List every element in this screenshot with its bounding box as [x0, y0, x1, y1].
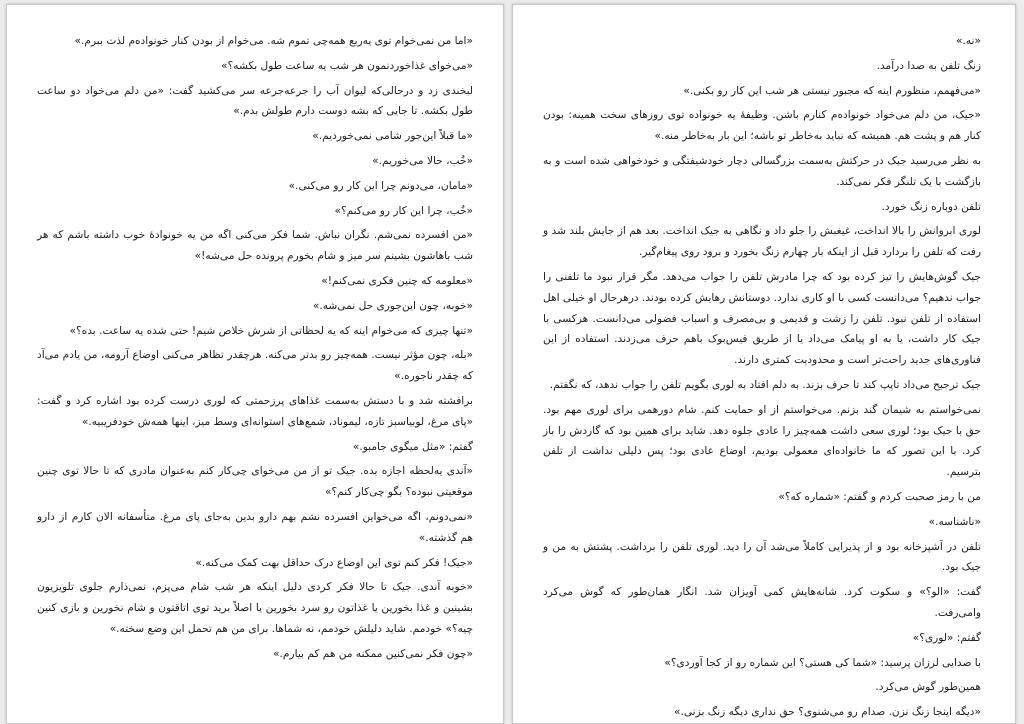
paragraph: تلفن در آشپزخانه بود و از پذیرایی کاملاً می‌شد آن را دید. لوری تلفن را برداشت. پشتش به من و جیک بود. — [543, 540, 981, 574]
paragraph: «نمی‌دونم، اگه می‌خواین افسرده نشم بهم دارو بدین به‌جای پای مرغ. متأسفانه الان کارم از دارو هم گذشته.» — [37, 510, 473, 544]
paragraph: گفت: «الو؟» و سکوت کرد. شانه‌هایش کمی آویزان شد. انگار همان‌طور که گوش می‌کرد وامی‌رفت. — [543, 586, 981, 619]
paragraph: «خوبه آندی. جیک تا حالا فکر کردی دلیل اینکه هر شب شام می‌پزم، نمی‌ذارم جلوی تلویزیون بشینین و غذا بخورین یا غذاتون رو سرد بخورین یا اصلاً برید توی اتاقتون و شام نخورین و بازی کنین چیه؟» خودمم. شاید دلیلش خودمم، نه شماها. برای من هم تحمل این وضع سخته.» — [37, 581, 473, 635]
paragraph: با صدایی لرزان پرسید: «شما کی هستی؟ این شماره رو از کجا آوردی؟» — [664, 656, 981, 669]
paragraph: گفتم: «مثل میگوی جامبو.» — [352, 440, 473, 453]
paragraph: «من افسرده نمی‌شم. نگران نباش. شما فکر می‌کنی اگه من یه خونوادهٔ خوب داشته باشم که هر شب باهاشون بشینم سر میز و شام بخورم پرونده حل می‌شه!» — [37, 229, 473, 263]
paragraph: همین‌طور گوش می‌کرد. — [875, 681, 981, 694]
paragraph: جیک ترجیح می‌داد تاپپ کند تا حرف بزند. به دلم افتاد به لوری بگویم تلفن را جواب ندهد، که نگفتم. — [549, 378, 981, 391]
paragraph: «چون فکر نمی‌کنین ممکنه من هم کم بیارم.» — [273, 647, 473, 660]
left-page — [6, 4, 504, 724]
paragraph: لبخندی زد و درحالی‌که لیوان آب را جرعه‌جرعه سر می‌کشید گفت: «من دلم می‌خواد دو ساعت طول بکشه. تا جایی که بشه دوست دارم طولش بدم.» — [37, 84, 473, 118]
paragraph: زنگ تلفن به صدا درآمد. — [876, 59, 981, 72]
paragraph: «خُب، چرا این کار رو می‌کنم؟» — [334, 204, 473, 217]
paragraph: «نه.» — [956, 35, 981, 47]
paragraph: «مامان، می‌دونم چرا این کار رو می‌کنی.» — [288, 179, 473, 192]
paragraph: «خوبه، چون این‌جوری حل نمی‌شه.» — [312, 299, 473, 312]
paragraph: گفتم: «لوری؟» — [912, 631, 981, 644]
paragraph: «ما قبلاً این‌جور شامی نمی‌خوردیم.» — [312, 130, 473, 143]
paragraph: «جیک! فکر کنم توی این اوضاع درک حداقل بهت کمک می‌کنه.» — [195, 556, 473, 569]
paragraph: «دیگه اینجا زنگ نزن. صدام رو می‌شنوی؟ حق نداری دیگه زنگ بزنی.» — [673, 706, 981, 719]
right-page — [512, 4, 1016, 724]
paragraph: «جیک، من دلم می‌خواد خونواده‌م کنارم باشن. وظیفهٔ یه خونواده توی روزهای سخت همینه: بودن کنار هم و پشت هم. همیشه که نباید به‌خاطر تو باشه؛ این بار به‌خاطر منه.» — [543, 109, 981, 143]
paragraph: «می‌فهمم، منظورم اینه که مجبور نیستی هر شب این کار رو بکنی.» — [683, 84, 981, 97]
paragraph: «ناشناسه.» — [928, 515, 981, 528]
paragraph: تلفن دوباره زنگ خورد. — [881, 200, 981, 213]
paragraph: «تنها چیزی که می‌خوام اینه که یه لحظاتی از شرش خلاص شیم! حتی شده یه ساعت. بده؟» — [69, 324, 473, 337]
paragraph: به نظر می‌رسید جیک در حرکتش به‌سمت بزرگسالی دچار خودشیفتگی و خودخواهی شده است و به بازگشت با یک تلنگر فکر نمی‌کند. — [543, 154, 981, 188]
paragraph: «می‌خوای غذاخوردنمون هر شب یه ساعت طول بکشه؟» — [221, 59, 473, 72]
paragraph: «اما من نمی‌خوام توی یه‌ربع همه‌چی تموم شه. می‌خوام از بودن کنار خونواده‌م لذت ببرم.» — [74, 35, 473, 47]
left-page-text — [37, 31, 473, 665]
paragraph: «بله، چون مؤثر نیست. همه‌چیز رو بدتر می‌کنه. هرچقدر تظاهر می‌کنی اوضاع آرومه، من یادم می‌آد که چقدر ناجوره.» — [37, 349, 473, 383]
paragraph: جیک گوش‌هایش را تیز کرده بود که چرا مادرش تلفن را جواب می‌دهد. مگر قرار نبود ما تلفنی را جواب ندهیم؟ می‌دانست کسی با او کاری ندارد. دوستانش رهایش کرده بودند. درهرحال او خیلی اهل استفاده از تلفن نبود. تلفن را زشت و قدیمی و بی‌مصرف و اسباب فضولی می‌دانست. هرکسی با جیک کار داشت، یا به او پیامک می‌داد یا از طریق فیس‌بوک باهم حرف می‌زدند. استفاده از این فناوری‌های جدید راحت‌تر است و محدودیت کمتری دارند. — [543, 270, 981, 367]
paragraph: «آندی یه‌لحظه اجازه بده. جیک تو از من می‌خوای چی‌کار کنم به‌عنوان مادری که تا حالا توی چنین موقعیتی نبوده؟ بگو چی‌کار کنم؟» — [37, 465, 473, 499]
right-page-text — [543, 31, 981, 723]
paragraph: «معلومه که چنین فکری نمی‌کنم!» — [321, 274, 473, 287]
paragraph: من با رمز صحبت کردم و گفتم: «شماره که؟» — [778, 490, 981, 503]
paragraph: برافشته شد و با دستش به‌سمت غذاهای پرزحمتی که لوری درست کرده بود اشاره کرد و گفت: «پای مرغ، لوبیاسبز تازه، لیموناد، شمع‌های استوانه‌ای وسط میز، اینها همه‌ش خودفریبیه.» — [37, 394, 473, 428]
paragraph: لوری ابروانش را بالا انداخت، غیغبش را جلو داد و نگاهی به جیک انداخت. بعد هم از جایش بلند شد و رفت که تلفن را بردارد قبل از اینکه بار چهارم زنگ بخورد و برود روی پیغام‌گیر. — [543, 225, 981, 259]
paragraph: نمی‌خواستم به شیمان گند بزنم. می‌خواستم از او حمایت کنم. شام دورهمی برای لوری مهم بود. حق با جیک بود؛ لوری سعی داشت همه‌چیز را عادی جلوه دهد. شاید برای همین بود که گاردش را باز کرد. با این تصور که ما خانواده‌ای معمولی بودیم، اوضاع عادی بود؛ پس دلیلی نداشت از تلفن بترسیم. — [543, 403, 981, 479]
paragraph: «خُب، حالا می‌خوریم.» — [372, 154, 473, 167]
